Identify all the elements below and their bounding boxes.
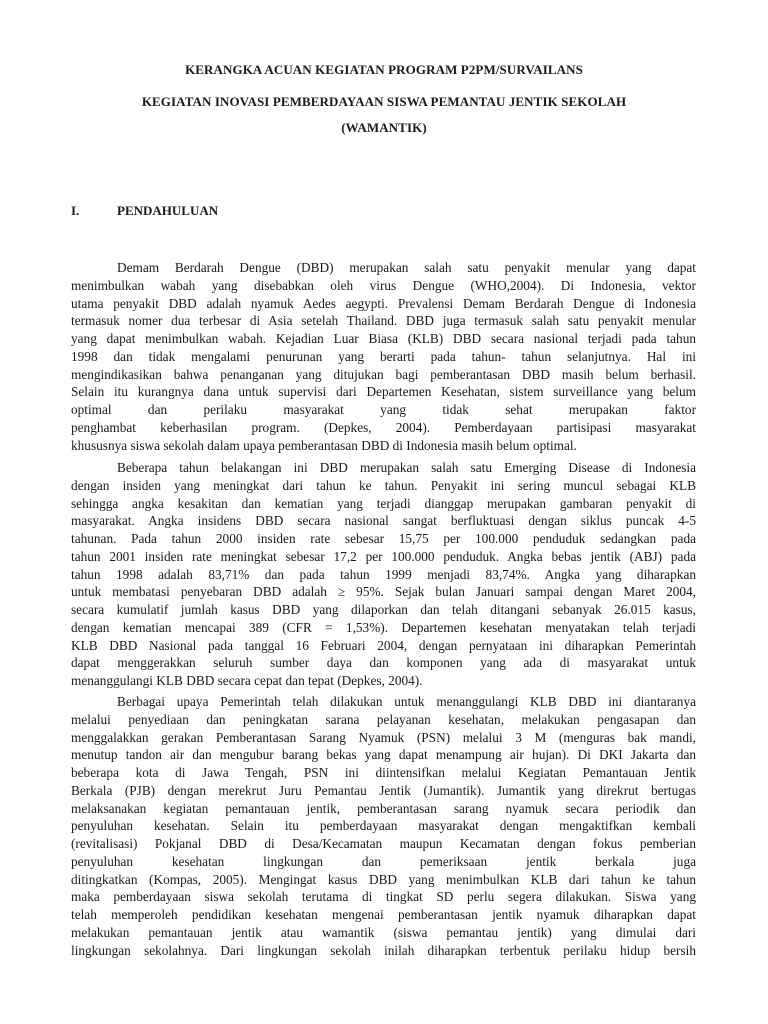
paragraph-line: sehingga angka kesakitan dan kematian yang terjadi dianggap merupakan gambaran penyakit di	[71, 495, 696, 511]
paragraph-line: mengindikasikan bahwa penanganan yang ditujukan bagi pemberantasan DBD masih belum berhasil.	[71, 366, 696, 382]
paragraph-2	[71, 459, 696, 690]
paragraph-line: dengan insiden yang meningkat dari tahun ke tahun. Penyakit ini sering muncul sebagai KLB	[71, 477, 696, 493]
paragraph-line: telah memperoleh pendidikan kesehatan mengenai pemberantasan jentik nyamuk diharapkan dapat	[71, 907, 696, 922]
paragraph-line: lingkungan sekolahnya. Dari lingkungan sekolah inilah diharapkan terbentuk perilaku hidup bersih	[71, 942, 696, 958]
paragraph-line: beberapa kota di Jawa Tengah, PSN ini diintensifkan melalui Kegiatan Pemantauan Jentik	[71, 765, 696, 780]
paragraph-line: KLB DBD Nasional pada tanggal 16 Februari 2004, dengan pernyataan ini diharapkan Pemerintah	[71, 637, 696, 653]
paragraph-line: termasuk nomer dua terbesar di Asia setelah Thailand. DBD juga termasuk salah satu penyakit menular	[71, 313, 696, 329]
section-number: I.	[71, 203, 80, 218]
paragraph-line: utama penyakit DBD adalah nyamuk Aedes aegypti. Prevalensi Demam Berdarah Dengue di Indonesia	[71, 295, 696, 311]
section-title: PENDAHULUAN	[117, 203, 219, 218]
paragraph-line: menggalakkan gerakan Pemberantasan Sarang Nyamuk (PSN) melalui 3 M (menguras bak mandi,	[71, 729, 696, 745]
paragraph-line: 1998 dan tidak mengalami penurunan yang berarti pada tahun- tahun selanjutnya. Hal ini	[71, 348, 696, 364]
paragraph-line: yang dapat menimbulkan wabah. Kejadian Luar Biasa (KLB) DBD secara nasional terjadi pada tahun	[71, 331, 696, 346]
paragraph-line: dengan kematian mencapai 389 (CFR = 1,53%). Departemen kesehatan menyatakan telah terjadi	[71, 619, 696, 635]
paragraph-line: Berbagai upaya Pemerintah telah dilakukan untuk menanggulangi KLB DBD ini diantaranya	[117, 694, 696, 709]
paragraph-line: optimal dan perilaku masyarakat yang tidak sehat merupakan faktor	[71, 402, 696, 417]
paragraph-line: masyarakat. Angka insidens DBD secara nasional sangat berfluktuasi dengan siklus puncak 4-5	[71, 513, 696, 529]
paragraph-line: untuk membatasi penyebaran DBD adalah ≥ 95%. Sejak bulan Januari sampai dengan Maret 2004,	[71, 584, 696, 600]
paragraph-1	[71, 259, 696, 454]
paragraph-line: tahunan. Pada tahun 2000 insiden rate sebesar 15,75 per 100.000 penduduk sedangkan pada	[71, 531, 696, 546]
paragraph-line: tahun 1998 adalah 83,71% dan pada tahun 1999 menjadi 83,74%. Angka yang diharapkan	[71, 566, 696, 582]
document-title-line-3: (WAMANTIK)	[341, 120, 427, 135]
paragraph-line: penyuluhan kesehatan. Selain itu pemberdayaan masyarakat dengan mengaktifkan kembali	[71, 818, 696, 834]
paragraph-line: tahun 2001 insiden rate meningkat sebesar 17,2 per 100.000 penduduk. Angka bebas jentik (ABJ) pada	[71, 548, 696, 564]
paragraph-line: menimbulkan wabah yang disebabkan oleh virus Dengue (WHO,2004). Di Indonesia, vektor	[71, 277, 696, 293]
paragraph-line: Berkala (PJB) dengan merekrut Juru Pemantau Jentik (Jumantik). Jumantik yang direkrut bertugas	[71, 782, 696, 798]
document-title-line-2: KEGIATAN INOVASI PEMBERDAYAAN SISWA PEMANTAU JENTIK SEKOLAH	[141, 94, 627, 109]
paragraph-3	[71, 693, 696, 959]
paragraph-line: (revitalisasi) Pokjanal DBD di Desa/Kecamatan maupun Kecamatan dengan fokus pemberian	[71, 836, 696, 851]
paragraph-line: Beberapa tahun belakangan ini DBD merupakan salah satu Emerging Disease di Indonesia	[117, 460, 696, 475]
paragraph-line: secara kumulatif jumlah kasus DBD yang dilaporkan dan telah ditangani sebanyak 26.015 kasus,	[71, 602, 696, 617]
paragraph-line: melaksanakan kegiatan pemantauan jentik, pemberantasan sarang nyamuk secara periodik dan	[71, 800, 696, 816]
paragraph-line: menutup tandon air dan mengubur barang bekas yang dapat menampung air hujan). Di DKI Jakarta dan	[71, 747, 696, 763]
paragraph-line: melalui penyediaan dan peningkatan sarana pelayanan kesehatan, melakukan pengasapan dan	[71, 711, 696, 727]
paragraph-line: penyuluhan kesehatan lingkungan dan pemeriksaan jentik berkala juga	[71, 853, 696, 869]
document-title-line-1: KERANGKA ACUAN KEGIATAN PROGRAM P2PM/SURVAILANS	[185, 62, 583, 77]
paragraph-line: menanggulangi KLB DBD secara cepat dan tepat (Depkes, 2004).	[71, 673, 423, 688]
paragraph-line: maka pemberdayaan siswa sekolah terutama di tingkat SD perlu segera dilakukan. Siswa yang	[71, 889, 696, 905]
paragraph-line: Selain itu kurangnya dana untuk supervisi dari Departemen Kesehatan, sistem surveillance yang belum	[71, 384, 696, 400]
paragraph-line: penghambat keberhasilan program. (Depkes, 2004). Pemberdayaan partisipasi masyarakat	[71, 419, 696, 435]
section-heading	[71, 203, 218, 219]
paragraph-line: ditingkatkan (Kompas, 2005). Mengingat kasus DBD yang menimbulkan KLB dari tahun ke tahun	[71, 871, 696, 887]
paragraph-line: Demam Berdarah Dengue (DBD) merupakan salah satu penyakit menular yang dapat	[117, 260, 696, 275]
paragraph-line: melakukan pemantauan jentik atau wamantik (siswa pemantau jentik) yang dimulai dari	[71, 924, 696, 940]
paragraph-line: dapat menggerakkan seluruh sumber daya dan komponen yang ada di masyarakat untuk	[71, 655, 696, 671]
paragraph-line: khususnya siswa sekolah dalam upaya pemberantasan DBD di Indonesia masih belum optimal.	[71, 437, 577, 453]
